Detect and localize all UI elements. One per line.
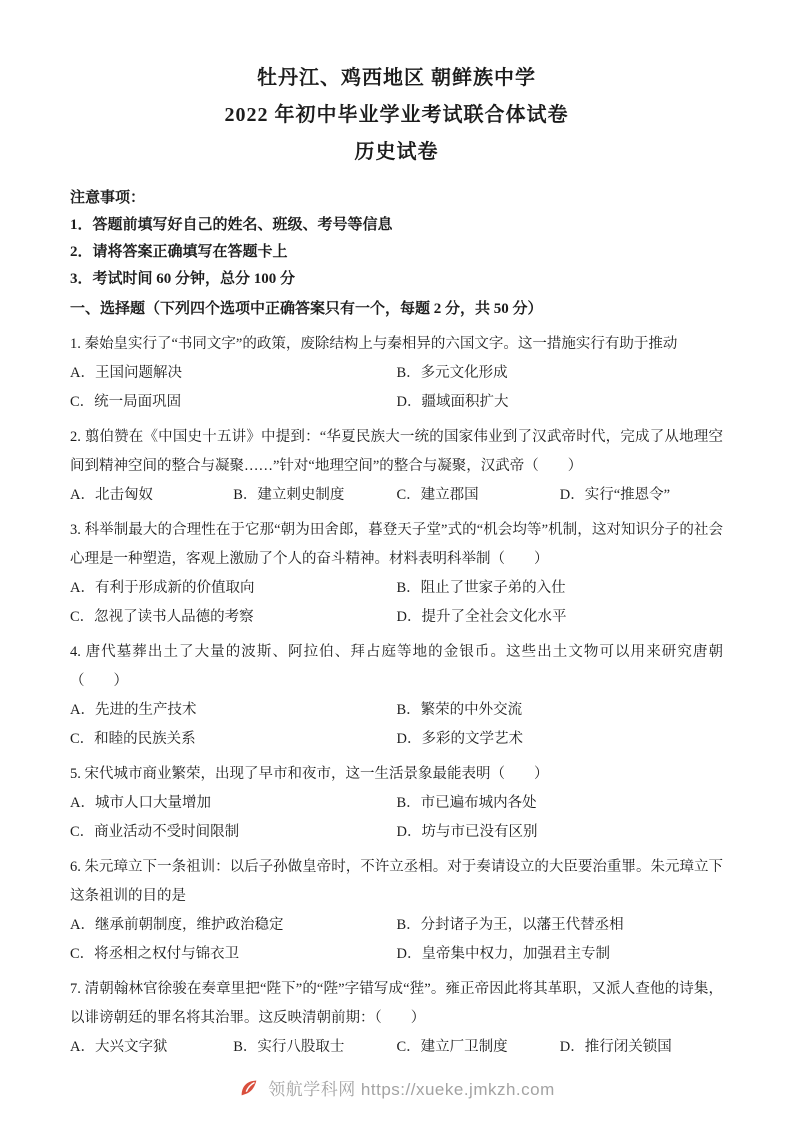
question-5-options [70,789,723,847]
question-6 [70,853,723,969]
question-6-option-a: A．继承前朝制度，维护政治稳定 [70,917,284,933]
question-6-stem: 6. 朱元璋立下一条祖训：以后子孙做皇帝时，不许立丞相。对于奏请设立的大臣要治重罪。朱元璋立下这条祖训的目的是 [70,859,723,904]
question-2-option-a: A．北击匈奴 [70,487,153,503]
question-3-options [70,574,723,632]
watermark-text: 领航学科网 https://xueke.jmkzh.com [268,1080,555,1099]
question-7-option-c: C．建立厂卫制度 [396,1039,508,1055]
school-title: 牡丹江、鸡西地区 朝鲜族中学 [257,67,536,89]
question-7-option-a: A．大兴文字狱 [70,1039,168,1055]
question-5-option-a: A．城市人口大量增加 [70,795,211,811]
question-7-options [70,1033,723,1062]
question-4-option-b: B．繁荣的中外交流 [396,702,523,718]
question-4-option-c: C．和睦的民族关系 [70,731,196,747]
notice-item-2: 2．请将答案正确填写在答题卡上 [70,244,288,260]
question-2-option-c: C．建立郡国 [396,487,479,503]
question-3-stem: 3. 科举制最大的合理性在于它那“朝为田舍郎，暮登天子堂”式的“机会均等”机制，这对知识分子的社会心理是一种塑造，客观上激励了个人的奋斗精神。材料表明科举制（ ） [70,522,723,567]
question-6-options [70,911,723,969]
question-2-stem: 2. 翦伯赞在《中国史十五讲》中提到：“华夏民族大一统的国家伟业到了汉武帝时代，完成了从地理空间到精神空间的整合与凝聚……”针对“地理空间”的整合与凝聚，汉武帝（ ） [70,429,723,474]
question-5-option-c: C．商业活动不受时间限制 [70,824,240,840]
question-1-stem: 1. 秦始皇实行了“书同文字”的政策，废除结构上与秦相异的六国文字。这一措施实行有助于推动 [70,336,678,352]
notice-item-3: 3．考试时间 60 分钟，总分 100 分 [70,271,296,287]
question-5-option-b: B．市已遍布城内各处 [396,795,537,811]
question-1-option-b: B．多元文化形成 [396,365,508,381]
site-logo-icon [238,1077,260,1099]
question-7 [70,975,723,1062]
question-4-options [70,696,723,754]
notice-block [70,185,723,293]
question-3-option-b: B．阻止了世家子弟的入仕 [396,580,566,596]
question-4-option-d: D．多彩的文学艺术 [396,731,523,747]
question-1-option-c: C．统一局面巩固 [70,394,182,410]
question-1-option-a: A．王国问题解决 [70,365,182,381]
subject-title: 历史试卷 [354,141,439,163]
question-7-option-d: D．推行闭关锁国 [559,1039,672,1055]
question-4-option-a: A．先进的生产技术 [70,702,197,718]
notice-item-1: 1．答题前填写好自己的姓名、班级、考号等信息 [70,217,393,233]
question-2-options [70,481,723,510]
question-2 [70,423,723,510]
question-2-option-b: B．建立刺史制度 [233,487,345,503]
question-2-option-d: D．实行“推恩令” [559,487,671,503]
question-4 [70,638,723,754]
exam-title: 2022 年初中毕业学业考试联合体试卷 [224,104,569,126]
watermark-footer [0,1075,793,1100]
question-7-stem: 7. 清朝翰林官徐骏在奏章里把“陛下”的“陛”字错写成“狴”。雍正帝因此将其革职，又派人查他的诗集，以诽谤朝廷的罪名将其治罪。这反映清朝前期：（ ） [70,981,723,1026]
notice-title: 注意事项： [70,190,146,206]
question-1-option-d: D．疆域面积扩大 [396,394,509,410]
question-5 [70,760,723,847]
question-5-stem: 5. 宋代城市商业繁荣，出现了早市和夜市，这一生活景象最能表明（ ） [70,766,549,782]
question-1 [70,330,723,417]
question-3-option-d: D．提升了全社会文化水平 [396,609,567,625]
question-6-option-d: D．皇帝集中权力，加强君主专制 [396,946,610,962]
title-block [70,60,723,171]
question-6-option-b: B．分封诸子为王，以藩王代替丞相 [396,917,624,933]
question-6-option-c: C．将丞相之权付与锦衣卫 [70,946,240,962]
question-3 [70,516,723,632]
question-4-stem: 4. 唐代墓葬出土了大量的波斯、阿拉伯、拜占庭等地的金银币。这些出土文物可以用来研究唐朝（ ） [70,644,723,689]
question-3-option-a: A．有利于形成新的价值取向 [70,580,255,596]
question-5-option-d: D．坊与市已没有区别 [396,824,538,840]
question-1-options [70,359,723,417]
section-title: 一、选择题（下列四个选项中正确答案只有一个，每题 2 分，共 50 分） [70,301,543,317]
question-7-option-b: B．实行八股取士 [233,1039,345,1055]
question-3-option-c: C．忽视了读书人品德的考察 [70,609,254,625]
